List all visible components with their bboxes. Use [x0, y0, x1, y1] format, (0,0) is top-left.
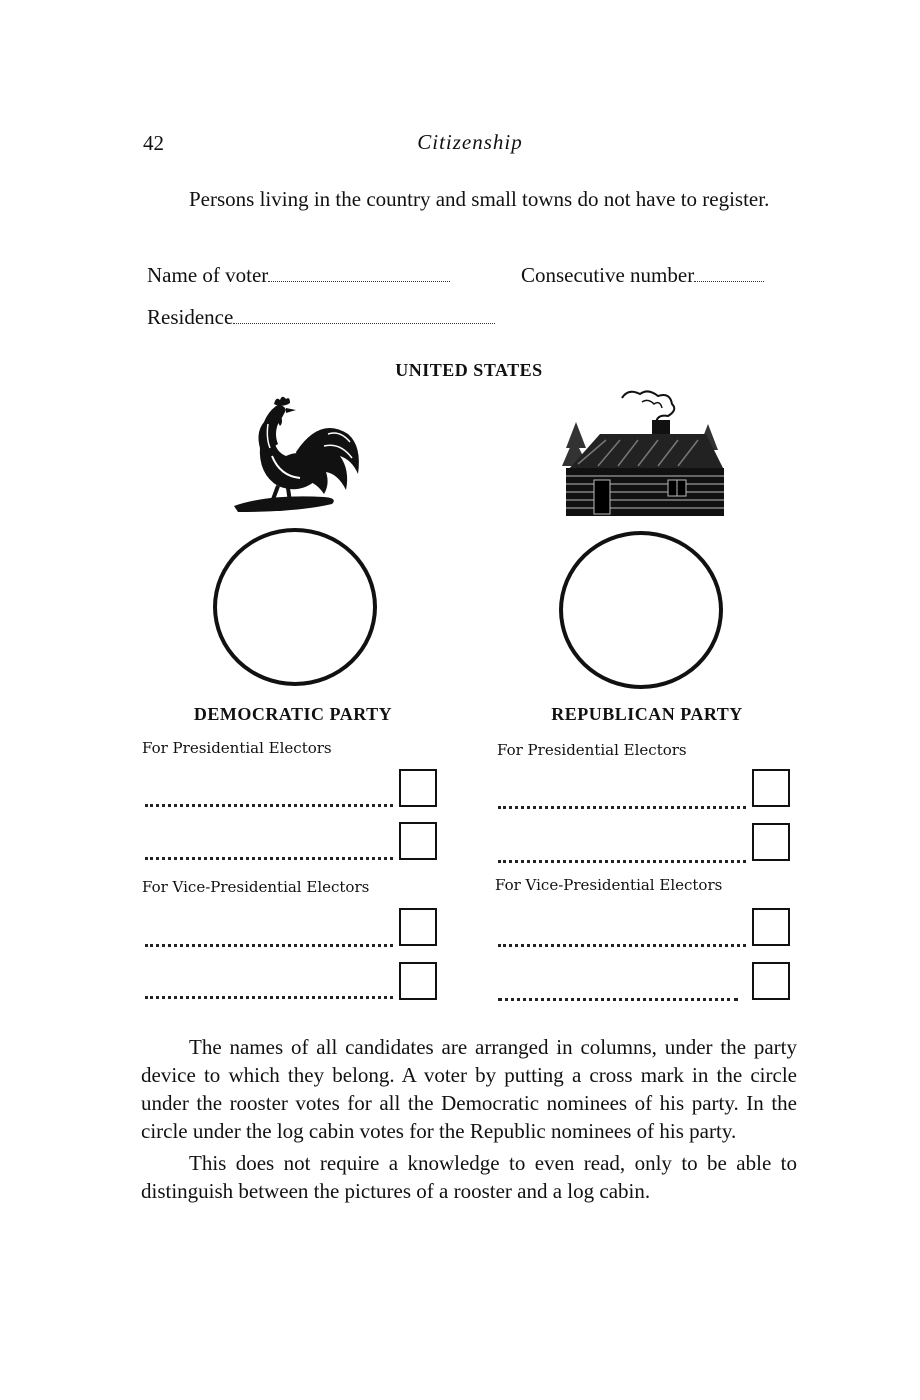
consecutive-number-label: Consecutive number — [521, 263, 695, 287]
consecutive-number-line[interactable] — [694, 267, 764, 282]
democratic-presidential-elector-2-checkbox[interactable] — [399, 822, 437, 860]
explanation-paragraph-1: The names of all candidates are arranged in columns, under the party device to which they belong. A voter by putting a cross mark in the circle under the rooster votes for all the Democratic nominees of his party. In the circle under the log cabin votes for the Republic nominees of his party. — [141, 1035, 797, 1143]
page-number: 42 — [143, 131, 164, 155]
republican-presidential-elector-2-checkbox[interactable] — [752, 823, 790, 861]
name-of-voter-label: Name of voter — [147, 263, 269, 287]
republican-presidential-elector-2 — [498, 860, 746, 863]
rooster-icon — [228, 394, 368, 518]
name-of-voter-field — [147, 263, 450, 288]
republican-presidential-elector-1-checkbox[interactable] — [752, 769, 790, 807]
consecutive-number-field — [521, 263, 764, 288]
residence-field — [147, 305, 495, 330]
democratic-vice-presidential-elector-2-checkbox[interactable] — [399, 962, 437, 1000]
ballot-heading: UNITED STATES — [395, 360, 543, 380]
explanation-paragraphs — [141, 1033, 797, 1205]
republican-presidential-elector-1 — [498, 806, 746, 809]
intro-text: Persons living in the country and small towns do not have to register. — [189, 187, 770, 211]
republican-vice-presidential-elector-1 — [498, 944, 746, 947]
democratic-presidential-label: For Presidential Electors — [142, 739, 332, 757]
republican-vice-presidential-label: For Vice-Presidential Electors — [495, 876, 723, 894]
democratic-vice-presidential-elector-1-checkbox[interactable] — [399, 908, 437, 946]
democratic-vice-presidential-elector-2 — [145, 996, 393, 999]
intro-paragraph — [141, 185, 797, 213]
log-cabin-icon — [558, 388, 728, 520]
democratic-presidential-elector-2 — [145, 857, 393, 860]
republican-vice-presidential-elector-1-checkbox[interactable] — [752, 908, 790, 946]
republican-vice-presidential-elector-2-checkbox[interactable] — [752, 962, 790, 1000]
running-title: Citizenship — [417, 130, 523, 154]
republican-vice-presidential-elector-2 — [498, 998, 738, 1001]
democratic-party-circle[interactable] — [213, 528, 377, 686]
democratic-presidential-elector-1-checkbox[interactable] — [399, 769, 437, 807]
residence-line[interactable] — [233, 309, 495, 324]
republican-party-circle[interactable] — [559, 531, 723, 689]
democratic-presidential-elector-1 — [145, 804, 393, 807]
democratic-vice-presidential-label: For Vice-Presidential Electors — [142, 878, 370, 896]
democratic-party-name: DEMOCRATIC PARTY — [193, 704, 393, 724]
republican-party-name: REPUBLICAN PARTY — [551, 704, 743, 724]
republican-presidential-label: For Presidential Electors — [497, 741, 687, 759]
name-of-voter-line[interactable] — [268, 267, 450, 282]
residence-label: Residence — [147, 305, 234, 329]
democratic-vice-presidential-elector-1 — [145, 944, 393, 947]
explanation-paragraph-2: This does not require a knowledge to even read, only to be able to distinguish between the pictures of a rooster and a log cabin. — [141, 1151, 797, 1203]
